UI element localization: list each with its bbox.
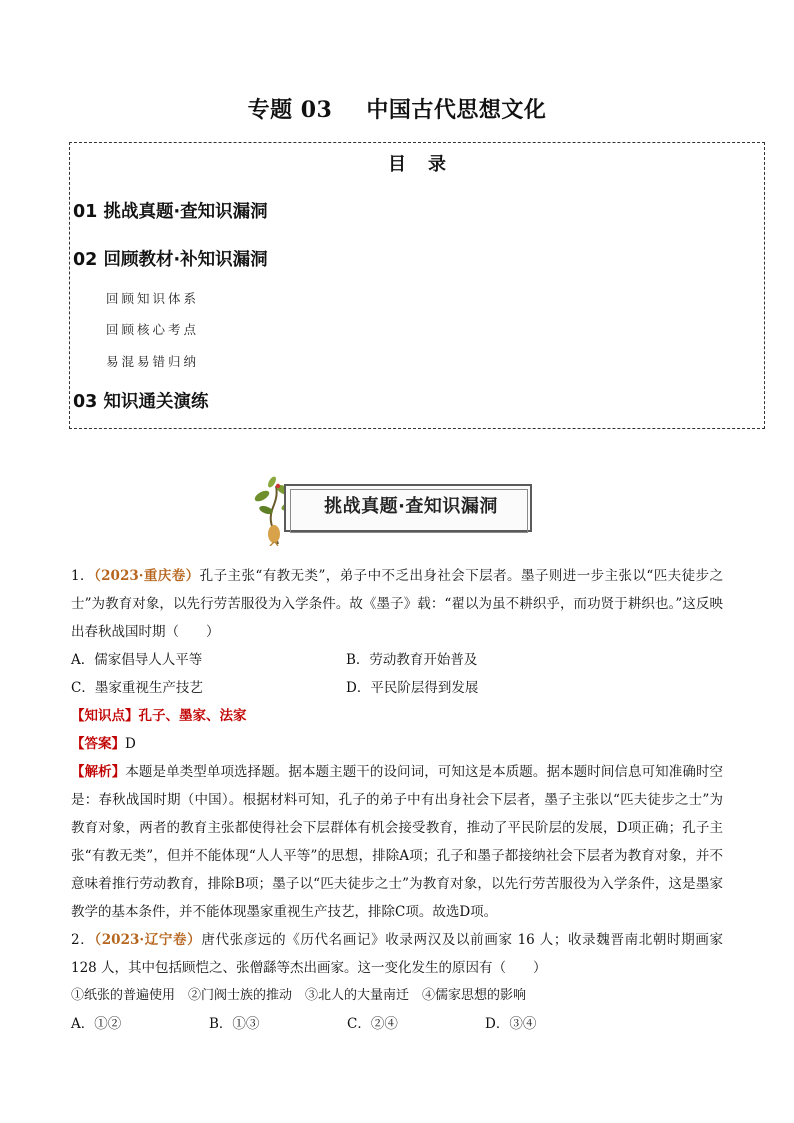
explanation-label: 【解析】 bbox=[71, 764, 126, 780]
question-2-options bbox=[71, 1010, 723, 1038]
option-d[interactable]: D．平民阶层得到发展 bbox=[346, 680, 479, 696]
option-c[interactable]: C．②④ bbox=[347, 1016, 398, 1032]
toc-subitem-error-summary[interactable]: 易混易错归纳 bbox=[106, 354, 200, 369]
question-1-options-row-1 bbox=[71, 646, 723, 674]
question-1-knowledge-point bbox=[71, 702, 723, 730]
question-1-options-row-2 bbox=[71, 674, 723, 702]
question-1-answer bbox=[71, 730, 723, 758]
knowledge-point-label: 【知识点】 bbox=[71, 708, 139, 724]
knowledge-point-text: 孔子、墨家、法家 bbox=[138, 708, 247, 724]
question-2-items: ①纸张的普遍使用 ②门阀士族的推动 ③北人的大量南迁 ④儒家思想的影响 bbox=[71, 988, 527, 1003]
option-d[interactable]: D．③④ bbox=[485, 1016, 537, 1032]
question-list bbox=[71, 562, 723, 1038]
explanation-text: 本题是单类型单项选择题。据本题主题干的设问词，可知这是本质题。据本题时间信息可知准确时空是：春秋战国时期（中国）。根据材料可知，孔子的弟子中有出身社会下层者，墨子主张以“匹夫徒步之士”为教育对象，两者的教育主张都使得社会下层群体有机会接受教育，推动了平民阶层的发展，D项正确；孔子主张“有教无类”，但并不能体现“人人平等”的思想，排除A项；孔子和墨子都接纳社会下层者为教育对象，并不意味着推行劳动教育，排除B项；墨子以“匹夫徒步之士”为教育对象，以先行劳苦服役为入学条件，这是墨家教学的基本条件，并不能体现墨家重视生产技艺，排除C项。故选D项。 bbox=[71, 764, 724, 920]
question-2-number: 2． bbox=[71, 932, 95, 948]
answer-label: 【答案】 bbox=[71, 736, 125, 752]
option-b[interactable]: B．劳动教育开始普及 bbox=[346, 652, 478, 668]
banner-label: 挑战真题·查知识漏洞 bbox=[324, 496, 498, 517]
question-2-text: 唐代张彦远的《历代名画记》收录两汉及以前画家 16 人；收录魏晋南北朝时期画家 128 人，其中包括顾恺之、张僧繇等杰出画家。这一变化发生的原因有（ ） bbox=[71, 932, 723, 976]
question-1-stem bbox=[71, 562, 723, 646]
option-a[interactable]: A．儒家倡导人人平等 bbox=[71, 652, 203, 668]
title-topic-name: 中国古代思想文化 bbox=[366, 97, 547, 123]
option-c[interactable]: C．墨家重视生产技艺 bbox=[71, 680, 203, 696]
section-banner bbox=[248, 476, 538, 546]
option-a[interactable]: A．①② bbox=[71, 1016, 122, 1032]
toc-subitem-knowledge-system[interactable]: 回顾知识体系 bbox=[106, 291, 200, 306]
page-title bbox=[0, 93, 794, 124]
toc-item-01[interactable]: 01 挑战真题·查知识漏洞 bbox=[73, 202, 268, 222]
toc-subitem-core-points[interactable]: 回顾核心考点 bbox=[106, 322, 200, 337]
table-of-contents bbox=[69, 142, 765, 429]
answer-text: D bbox=[125, 736, 136, 752]
title-topic-number: 专题 03 bbox=[247, 97, 333, 123]
question-2-source: （2023·辽宁卷） bbox=[94, 932, 202, 948]
toc-item-02[interactable]: 02 回顾教材·补知识漏洞 bbox=[73, 250, 268, 270]
option-b[interactable]: B．①③ bbox=[209, 1016, 260, 1032]
question-1-number: 1． bbox=[71, 568, 94, 584]
toc-heading: 目录 bbox=[388, 154, 468, 175]
question-1-text: 孔子主张“有教无类”，弟子中不乏出身社会下层者。墨子则进一步主张以“匹夫徒步之士”为教育对象，以先行劳苦服役为入学条件。故《墨子》载：“翟以为虽不耕织乎，而功贤于耕织也。”这反映出春秋战国时期（ ） bbox=[71, 568, 723, 640]
question-1-source: （2023·重庆卷） bbox=[93, 568, 200, 584]
toc-item-03[interactable]: 03 知识通关演练 bbox=[73, 392, 209, 412]
question-1-explanation bbox=[71, 758, 723, 926]
question-2-stem bbox=[71, 926, 723, 982]
